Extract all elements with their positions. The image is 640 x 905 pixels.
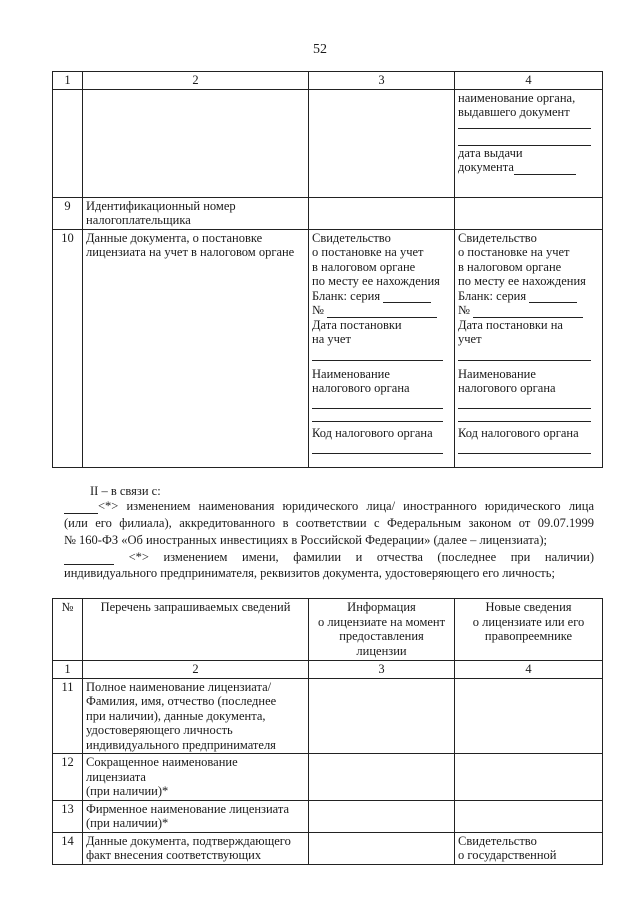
cell-text: о постановке на учет [312, 245, 424, 259]
cell-text: Код налогового органа [458, 425, 579, 440]
fill-line[interactable] [529, 290, 577, 303]
info-cell[interactable] [309, 754, 455, 801]
row-label [83, 832, 309, 864]
cell-text: Данные документа, о постановке [86, 230, 263, 245]
cell-text: индивидуального предпринимателя [86, 737, 276, 752]
cell-text: № [312, 303, 451, 318]
cell-text: лицензии [356, 643, 407, 658]
header-cell: 2 [83, 661, 309, 679]
paragraph-line: № 160-ФЗ «Об иностранных инвестициях в Российской Федерации» (далее – лицензиата); [64, 533, 547, 547]
fill-line[interactable] [312, 347, 443, 361]
new-info-cell[interactable] [455, 754, 603, 801]
cell-text: Свидетельство [312, 230, 391, 245]
cell-text: в налоговом органе [312, 259, 416, 274]
info-cell[interactable] [309, 832, 455, 864]
cell-text: Дата постановки на [458, 317, 563, 332]
tax-registration-new-cell [455, 229, 603, 467]
cell-text: (при наличии)* [86, 784, 169, 798]
cell-text: Бланк: серия [458, 289, 599, 304]
table-header-row [53, 72, 603, 90]
cell-text: Фамилия, имя, отчество (последнее [86, 694, 277, 708]
header-cell: 4 [455, 661, 603, 679]
header-cell: 3 [309, 72, 455, 90]
row-number: 9 [53, 197, 83, 229]
requested-info-table [52, 598, 603, 865]
header-cell [455, 599, 603, 661]
row-number: 11 [53, 678, 83, 754]
cell-text: в налоговом органе [458, 259, 562, 274]
page-number: 52 [313, 42, 327, 57]
cell-text: Наименование [458, 366, 536, 381]
row-number: 10 [53, 229, 83, 467]
header-cell: 3 [309, 661, 455, 679]
header-cell: № [53, 599, 83, 661]
cell-text: документа [458, 160, 599, 175]
cell-text: налогоплательщика [86, 213, 191, 227]
cell-text: по месту ее нахождения [312, 274, 440, 288]
fill-line[interactable] [312, 440, 443, 454]
fill-line[interactable] [458, 347, 591, 361]
cell-text: о лицензиате или его [472, 614, 585, 629]
section-intro: II – в связи с: [90, 484, 161, 498]
paragraph-line: <*> изменением наименования юридического лица/ иностранного юридического лица [64, 499, 594, 514]
row-label [83, 229, 309, 467]
info-cell[interactable] [309, 197, 455, 229]
paragraph-line: <*> изменением имени, фамилии и отчества (последнее при наличии) [64, 550, 594, 565]
cell-text: учет [458, 332, 482, 346]
header-cell: 4 [455, 72, 603, 90]
row-label [83, 197, 309, 229]
cell-text: Дата постановки [312, 317, 402, 332]
cell-text: Код налогового органа [312, 425, 433, 440]
fill-line[interactable] [458, 396, 591, 409]
cell-text: Наименование [312, 366, 390, 381]
row-number: 12 [53, 754, 83, 801]
row-number: 14 [53, 832, 83, 864]
paragraph-line: (или его филиала), аккредитованного в соответствии с Федеральным законом от 09.07.1999 [64, 516, 594, 530]
fill-line[interactable] [473, 305, 583, 318]
new-info-cell[interactable] [455, 678, 603, 754]
fill-line[interactable] [312, 409, 443, 422]
fill-line[interactable] [514, 162, 576, 175]
column-numbers-row [53, 661, 603, 679]
cell-text: наименование органа, [458, 90, 576, 105]
table-row-continued [53, 89, 603, 197]
fill-line[interactable] [458, 409, 591, 422]
cell-text: Идентификационный номер [86, 198, 236, 213]
cell-text: Свидетельство [458, 833, 537, 848]
row-number: 13 [53, 800, 83, 832]
fill-line[interactable] [327, 305, 437, 318]
paragraph-line: индивидуального предпринимателя, реквизитов документа, удостоверяющего его личность; [64, 566, 555, 580]
cell-text: Фирменное наименование лицензиата [86, 801, 290, 816]
header-cell: 1 [53, 661, 83, 679]
header-cell: Перечень запрашиваемых сведений [83, 599, 309, 661]
cell-text: о постановке на учет [458, 245, 570, 259]
cell-text: о государственной [458, 848, 557, 862]
new-info-cell[interactable] [455, 197, 603, 229]
table-row [53, 832, 603, 864]
row-label [83, 800, 309, 832]
table-row [53, 229, 603, 467]
row-label [83, 754, 309, 801]
table-row [53, 800, 603, 832]
cell-text: дата выдачи [458, 145, 523, 160]
tax-registration-cell [309, 229, 455, 467]
cell-text: Информация [347, 600, 416, 614]
header-cell [309, 599, 455, 661]
row-label [83, 678, 309, 754]
cell-text: факт внесения соответствующих [86, 848, 262, 862]
cell-text: налогового органа [312, 381, 410, 395]
cell-text: Сокращенное наименование [86, 755, 238, 769]
cell-text: о лицензиате на момент [317, 614, 446, 629]
info-cell[interactable] [309, 800, 455, 832]
new-info-cell[interactable] [455, 800, 603, 832]
issuing-authority-cell [455, 89, 603, 197]
fill-line[interactable] [383, 290, 431, 303]
cell-text: удостоверяющего личность [86, 723, 233, 737]
cell-text: на учет [312, 332, 351, 346]
table-row [53, 754, 603, 801]
cell-text: Бланк: серия [312, 289, 451, 304]
cell-text: Новые сведения [485, 600, 572, 614]
cell-text: при наличии), данные документа, [86, 708, 266, 723]
cell-text: № [458, 303, 599, 318]
fill-line[interactable] [312, 396, 443, 409]
fill-line[interactable] [458, 440, 591, 454]
table-header-row [53, 599, 603, 661]
fill-line[interactable] [458, 129, 591, 146]
cell-text: по месту ее нахождения [458, 274, 586, 288]
header-cell: 1 [53, 72, 83, 90]
cell-text: Свидетельство [458, 230, 537, 245]
table-row [53, 678, 603, 754]
cell-text: (при наличии)* [86, 816, 169, 830]
info-cell[interactable] [309, 678, 455, 754]
new-info-cell [455, 832, 603, 864]
table-row [53, 197, 603, 229]
cell-text: правопреемнике [484, 629, 573, 643]
cell-text: лицензиата [86, 769, 146, 784]
cell-text: лицензиата на учет в налоговом органе [86, 245, 295, 259]
fill-line[interactable] [458, 120, 591, 129]
header-cell: 2 [83, 72, 309, 90]
cell-text: предоставления [339, 629, 424, 643]
cell-text: Полное наименование лицензиата/ [86, 679, 272, 694]
license-data-table [52, 71, 603, 468]
cell-text: выдавшего документ [458, 105, 570, 119]
cell-text: налогового органа [458, 381, 556, 395]
cell-text: Данные документа, подтверждающего [86, 833, 291, 848]
